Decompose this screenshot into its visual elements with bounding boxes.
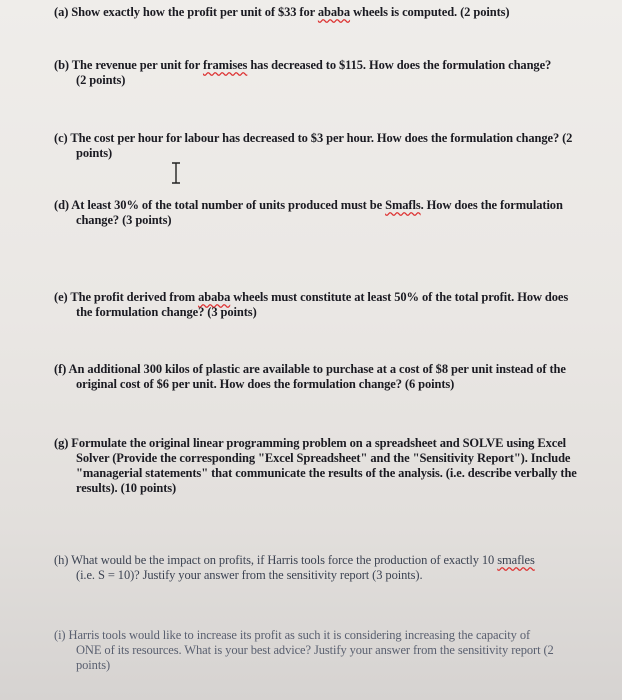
question-line: (a) Show exactly how the profit per unit of $33 for ababa wheels is computed. (2 points) bbox=[54, 5, 510, 19]
question-line: change? (3 points) bbox=[76, 213, 172, 227]
question-line: "managerial statements" that communicate the results of the analysis. (i.e. describe verbally the bbox=[76, 466, 577, 480]
question-f bbox=[54, 362, 584, 392]
question-line: (c) The cost per hour for labour has decreased to $3 per hour. How does the formulation change? (2 bbox=[54, 131, 573, 145]
question-e bbox=[54, 290, 584, 320]
misspelled-word: Smafls bbox=[385, 198, 421, 212]
question-line: (h) What would be the impact on profits, if Harris tools force the production of exactly 10 smafles bbox=[54, 553, 535, 567]
question-line: (g) Formulate the original linear programming problem on a spreadsheet and SOLVE using Excel bbox=[54, 436, 567, 450]
misspelled-word: ababa bbox=[317, 5, 351, 19]
question-d bbox=[54, 198, 584, 228]
misspelled-word: ababa bbox=[198, 290, 231, 304]
question-b bbox=[54, 58, 584, 88]
question-line: Solver (Provide the corresponding "Excel Spreadsheet" and the "Sensitivity Report"). Include bbox=[76, 451, 571, 465]
misspelled-word: framises bbox=[202, 58, 248, 72]
question-line: (b) The revenue per unit for framises has decreased to $115. How does the formulation change? bbox=[54, 58, 552, 72]
question-line: (f) An additional 300 kilos of plastic are available to purchase at a cost of $8 per unit instead of the bbox=[54, 362, 566, 376]
text-cursor-icon bbox=[170, 162, 182, 184]
question-line: (i) Harris tools would like to increase its profit as such it is considering increasing the capacity of bbox=[54, 628, 531, 642]
question-line: the formulation change? (3 points) bbox=[76, 305, 257, 319]
question-i bbox=[54, 628, 584, 673]
question-line: (e) The profit derived from ababa wheels must constitute at least 50% of the total profit. How does bbox=[54, 290, 569, 304]
question-line: results). (10 points) bbox=[76, 481, 177, 495]
misspelled-word: smafles bbox=[497, 553, 535, 567]
question-a bbox=[54, 5, 584, 20]
question-line: (2 points) bbox=[76, 73, 126, 87]
question-line: original cost of $6 per unit. How does the formulation change? (6 points) bbox=[76, 377, 455, 391]
question-line: (d) At least 30% of the total number of units produced must be Smafls. How does the formulation bbox=[54, 198, 563, 212]
question-line: ONE of its resources. What is your best advice? Justify your answer from the sensitivity report (2 bbox=[76, 643, 554, 657]
question-h bbox=[54, 553, 584, 583]
question-c bbox=[54, 131, 584, 161]
question-line: points) bbox=[76, 658, 111, 672]
question-line: (i.e. S = 10)? Justify your answer from the sensitivity report (3 points). bbox=[76, 568, 423, 582]
question-g bbox=[54, 436, 584, 496]
question-line: points) bbox=[76, 146, 113, 160]
